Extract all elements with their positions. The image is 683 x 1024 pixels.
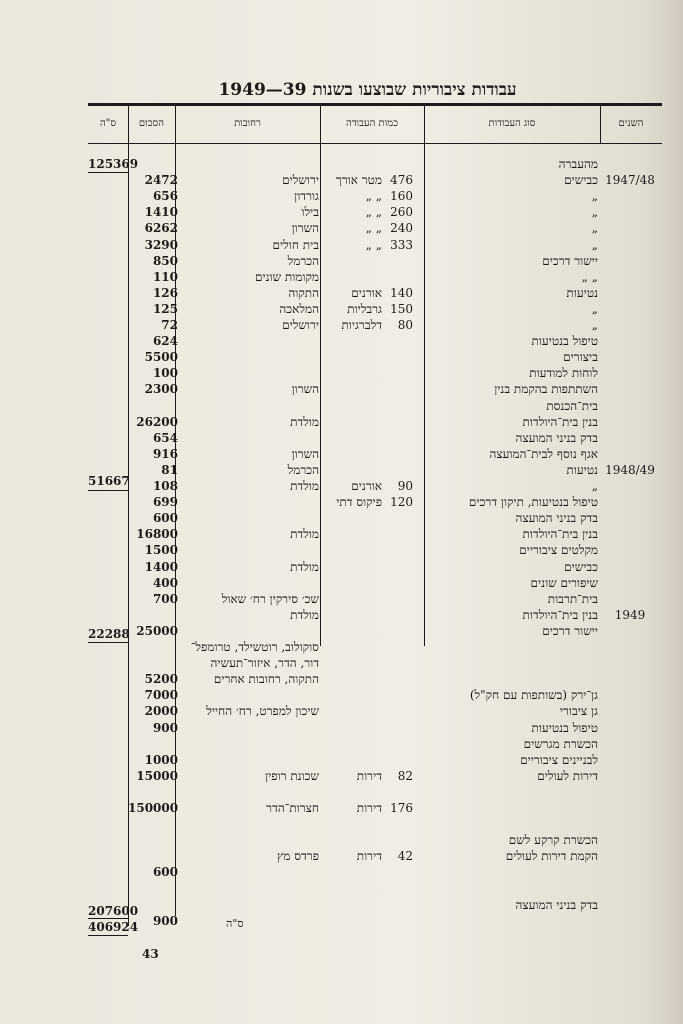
- row-amount: 400: [152, 575, 178, 590]
- row-amount: 6262: [144, 221, 178, 236]
- grand-total-value: 406924: [88, 920, 139, 934]
- row-work-type: ביצורים: [563, 350, 598, 365]
- header-quantity: כמות העבודה: [345, 118, 398, 129]
- row-year: 1948/49: [605, 462, 655, 477]
- row-amount: 25000: [136, 623, 178, 638]
- row-street: חצרות־הדר: [266, 801, 319, 815]
- row-work-type: טיפול בנטיעות: [531, 720, 598, 735]
- row-street: מולדת: [290, 607, 319, 622]
- subtotal-rule: [88, 490, 128, 491]
- row-amount: 26200: [136, 414, 178, 429]
- row-street: הכרמל: [287, 253, 319, 268]
- row-work-type: אגף נוסף לבית־המועצה: [489, 446, 598, 461]
- row-work-type: בנין בית־היולדות: [522, 527, 598, 542]
- row-amount: 900: [152, 720, 178, 735]
- row-amount: 656: [152, 189, 178, 204]
- row-street: שכונת רופין: [265, 768, 319, 783]
- row-year: 1949: [614, 607, 646, 622]
- row-amount: 5200: [144, 672, 178, 687]
- header-amount: הסכום: [138, 118, 165, 129]
- row-street: ירושלים: [282, 318, 319, 332]
- row-amount: 699: [152, 495, 178, 510]
- page-number: 43: [142, 947, 159, 961]
- row-amount: 81: [161, 462, 178, 477]
- row-amount: 5500: [144, 350, 178, 365]
- row-amount: 1410: [144, 205, 178, 220]
- row-quantity-number: 140: [390, 285, 413, 300]
- row-quantity-number: 476: [390, 173, 413, 188]
- row-work-type: „: [591, 479, 598, 493]
- row-work-type: הקמת דירות לעולים: [505, 849, 598, 864]
- header-streets: רחובות: [234, 118, 261, 129]
- row-quantity-unit: אורנים: [351, 479, 382, 493]
- row-quantity-number: 120: [390, 495, 413, 510]
- subtotal-value: 22288: [88, 627, 130, 641]
- row-work-type: טיפול בנטיעות, תיקון דרכים: [468, 495, 598, 510]
- row-work-type: נטיעות: [566, 285, 598, 300]
- row-quantity-number: 333: [390, 237, 413, 252]
- row-street: שיכון למפרט, רח׳ החייל: [206, 704, 319, 719]
- row-amount: 15000: [136, 768, 178, 783]
- row-amount: 1400: [144, 559, 178, 574]
- header-work-type: סוג העבודות: [488, 118, 536, 129]
- row-year: 1947/48: [605, 173, 655, 188]
- header-years: השנים: [618, 118, 644, 129]
- row-work-type: דירות לעולים: [537, 768, 598, 783]
- row-amount: 72: [161, 318, 178, 332]
- subtotal-rule: [88, 642, 128, 643]
- row-quantity-unit: „ „: [365, 221, 382, 236]
- row-work-type: „: [591, 221, 598, 236]
- row-street: מקומות שונים: [254, 269, 319, 284]
- row-work-type: בנין בית־היולדות: [522, 414, 598, 429]
- header-total: ס"ה: [99, 118, 117, 129]
- row-quantity-unit: פיקוס דתי: [336, 495, 382, 510]
- row-amount: 624: [152, 334, 178, 349]
- row-amount: 16800: [136, 527, 178, 542]
- row-quantity-unit: דלברגיות: [341, 318, 382, 332]
- row-work-type: „: [591, 318, 598, 332]
- row-work-type: הכשרת מגרשים: [523, 736, 598, 751]
- row-amount: 100: [152, 366, 178, 381]
- row-work-type: בית־הכנסת: [546, 398, 598, 413]
- row-amount: 108: [152, 479, 178, 493]
- row-work-type: הכשרת קרקע לשם: [508, 833, 598, 848]
- row-quantity-unit: מטר אורך: [335, 173, 382, 188]
- row-quantity-unit: גרבליות: [347, 301, 382, 316]
- row-street: הכרמל: [287, 462, 319, 477]
- row-amount: 654: [152, 430, 178, 445]
- row-quantity-number: 260: [390, 205, 413, 220]
- row-amount: 7000: [144, 688, 178, 703]
- row-work-type: לבניינים ציבוריים: [520, 752, 598, 767]
- subtotal-value: 207600: [88, 904, 139, 918]
- row-quantity-number: 90: [397, 479, 413, 493]
- row-quantity-number: 80: [397, 318, 413, 332]
- row-quantity-unit: דירות: [356, 801, 382, 815]
- row-work-type: השתתפות בהקמת בנין: [494, 382, 598, 397]
- row-work-type: גן ציבורי: [559, 704, 598, 719]
- row-street: התקוה: [288, 285, 319, 300]
- row-work-type: „: [591, 189, 598, 204]
- row-street: בית חולים: [272, 237, 319, 252]
- row-street: שכ׳ סירקין רח׳ שאול: [221, 591, 319, 606]
- subtotal-value: 125369: [88, 157, 139, 171]
- row-amount: 126: [152, 285, 178, 300]
- row-work-type: „: [591, 205, 598, 220]
- row-amount: 600: [152, 865, 178, 880]
- row-street: ירושלים: [282, 173, 319, 188]
- row-street: השרון: [291, 382, 319, 397]
- row-work-type: בנין בית־היולדות: [522, 607, 598, 622]
- row-quantity-unit: דירות: [356, 768, 382, 783]
- row-quantity-number: 176: [390, 801, 413, 815]
- row-street: מולדת: [290, 527, 319, 542]
- row-work-type: בית־תרבות: [547, 591, 598, 606]
- row-street: סוקולוב, רוטשילד, טרומפל־: [190, 640, 319, 654]
- row-amount: 1000: [144, 752, 178, 767]
- row-work-type: לוחות למודעות: [529, 366, 598, 381]
- row-amount: 900: [152, 913, 178, 928]
- grand-total-rule: [88, 935, 128, 936]
- row-amount: 2300: [144, 382, 178, 397]
- row-amount: 125: [152, 301, 178, 316]
- row-work-type: גן־ירק (בשותפות עם חק"ל): [469, 688, 598, 703]
- row-work-type: מקלטים ציבוריים: [519, 543, 598, 558]
- row-amount: 1500: [144, 543, 178, 558]
- subtotal-value: 51667: [88, 474, 130, 488]
- row-amount: 2000: [144, 704, 178, 719]
- row-quantity-unit: „ „: [365, 189, 382, 204]
- row-quantity-number: 42: [397, 849, 413, 864]
- row-amount: 600: [152, 511, 178, 526]
- row-quantity-number: 160: [390, 189, 413, 204]
- row-amount: 850: [152, 253, 178, 268]
- total-label: ס"ה: [226, 917, 244, 930]
- row-work-type: יישור דרכים: [542, 253, 598, 268]
- row-quantity-number: 150: [390, 301, 413, 316]
- row-work-type: „ „: [581, 269, 598, 284]
- row-amount: 110: [152, 269, 178, 284]
- row-street: מולדת: [290, 479, 319, 493]
- row-work-type: טיפול בנטיעות: [531, 334, 598, 349]
- row-street: מולדת: [290, 414, 319, 429]
- row-work-type: בדק בניני המועצה: [515, 430, 598, 445]
- row-amount: 916: [152, 446, 178, 461]
- row-quantity-unit: אורנים: [351, 285, 382, 300]
- row-street: פרדס מץ: [277, 849, 319, 864]
- subtotal-rule: [88, 172, 128, 173]
- page-title: עבודות ציבוריות שבוצעו בשנות 39—1949: [218, 80, 517, 100]
- row-street: דור, הדר, איזור־תעשיה: [210, 656, 319, 671]
- row-street: גורדון: [294, 189, 319, 204]
- row-work-type: כבישים: [564, 559, 598, 574]
- row-work-type: בדק בניני המועצה: [515, 511, 598, 526]
- row-work-type: יישור דרכים: [542, 623, 598, 638]
- row-amount: 700: [152, 591, 178, 606]
- row-street: השרון: [291, 221, 319, 236]
- row-work-type: שיפורים שונים: [530, 575, 598, 590]
- row-amount: 150000: [128, 801, 178, 815]
- row-street: בילו: [301, 205, 319, 220]
- row-quantity-number: 82: [397, 768, 413, 783]
- row-street: התקוה, רחובות אחרים: [213, 672, 319, 687]
- row-work-type: מהעברה: [558, 157, 598, 171]
- row-work-type: כבישים: [564, 173, 598, 188]
- row-street: מולדת: [290, 559, 319, 574]
- row-amount: 3290: [144, 237, 178, 252]
- row-work-type: „: [591, 301, 598, 316]
- row-work-type: „: [591, 237, 598, 252]
- row-quantity-unit: „ „: [365, 205, 382, 220]
- row-quantity-unit: „ „: [365, 237, 382, 252]
- row-street: המלאכה: [279, 301, 319, 316]
- row-quantity-unit: דירות: [356, 849, 382, 864]
- row-street: השרון: [291, 446, 319, 461]
- row-work-type: בדק בניני המועצה: [515, 897, 598, 912]
- row-work-type: נטיעות: [566, 462, 598, 477]
- row-amount: 2472: [144, 173, 178, 188]
- row-quantity-number: 240: [390, 221, 413, 236]
